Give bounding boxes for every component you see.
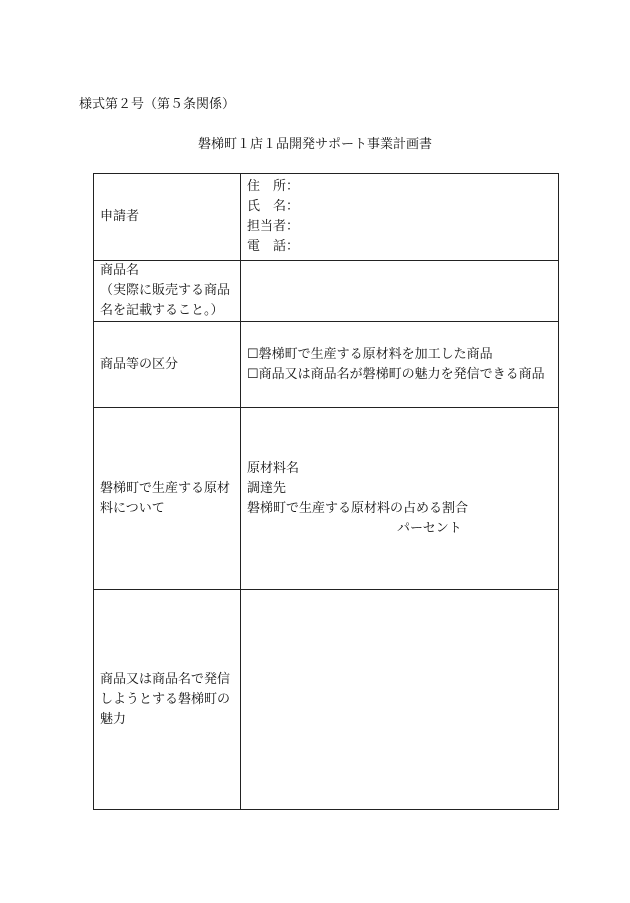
- category-options: [241, 322, 559, 408]
- product-name-label-note: （実際に販売する商品名を記載すること。）: [100, 283, 231, 318]
- category-label: 商品等の区分: [94, 322, 241, 408]
- product-name-label: [94, 261, 241, 322]
- person-in-charge-field[interactable]: 担当者：: [247, 219, 300, 234]
- address-field[interactable]: 住 所：: [247, 179, 300, 194]
- applicant-label: 申請者: [94, 174, 241, 261]
- category-option-processed[interactable]: ☐磐梯町で生産する原材料を加工した商品: [247, 346, 493, 362]
- product-name-row: [94, 261, 559, 322]
- form-number: 様式第２号（第５条関係）: [79, 97, 236, 112]
- ratio-field[interactable]: 磐梯町で生産する原材料の占める割合: [247, 500, 469, 516]
- applicant-row: [94, 174, 559, 261]
- product-name-value[interactable]: [241, 261, 559, 322]
- materials-row: [94, 408, 559, 590]
- appeal-row: [94, 590, 559, 810]
- category-option-appeal[interactable]: ☐商品又は商品名が磐梯町の魅力を発信できる商品: [247, 366, 545, 382]
- supplier-field[interactable]: 調達先: [247, 480, 287, 496]
- application-form-table: [93, 173, 559, 810]
- appeal-label: 商品又は商品名で発信しようとする磐梯町の魅力: [94, 590, 241, 810]
- percent-unit: パーセント: [397, 520, 462, 536]
- applicant-fields: [241, 174, 559, 261]
- appeal-value[interactable]: [241, 590, 559, 810]
- product-name-label-line1: 商品名: [100, 263, 140, 278]
- document-title: 磐梯町１店１品開発サポート事業計画書: [197, 137, 432, 152]
- category-row: [94, 322, 559, 408]
- material-name-field[interactable]: 原材料名: [247, 460, 300, 476]
- materials-fields: [241, 408, 559, 590]
- materials-label: 磐梯町で生産する原材料について: [94, 408, 241, 590]
- phone-field[interactable]: 電 話：: [247, 239, 300, 254]
- name-field[interactable]: 氏 名：: [247, 199, 300, 214]
